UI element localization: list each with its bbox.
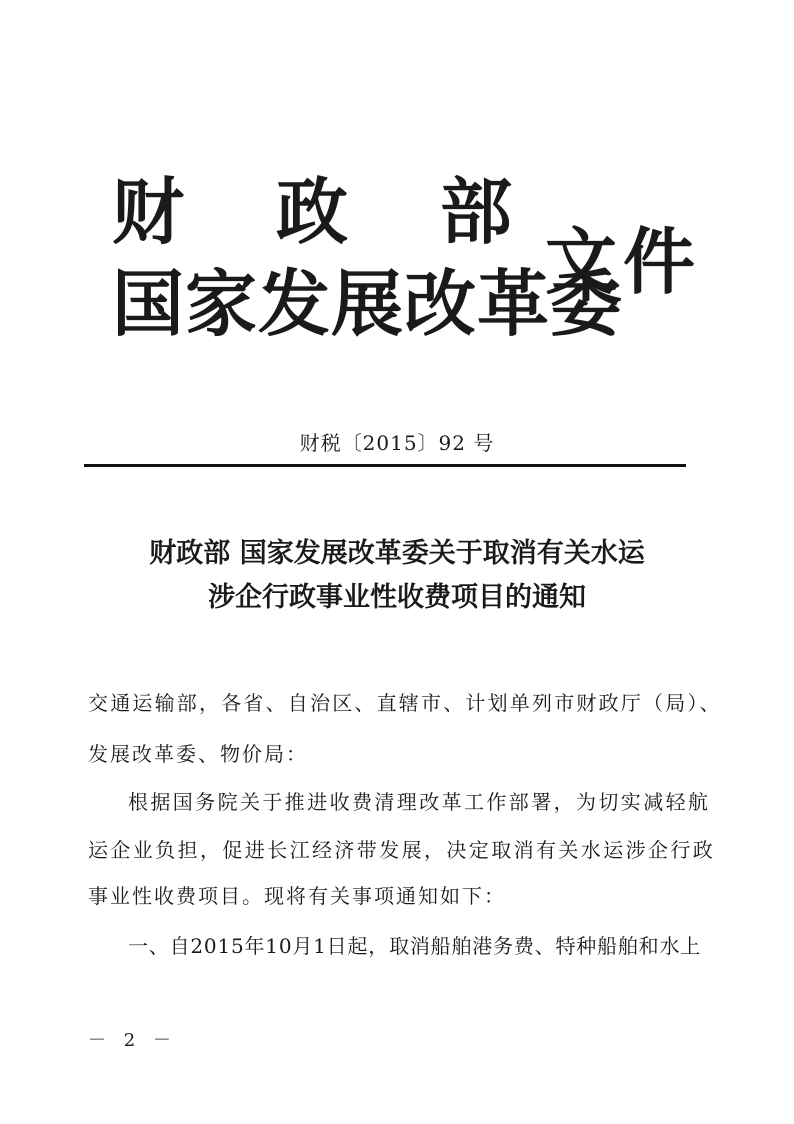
body-paragraph-line: 事业性收费项目。现将有关事项通知如下： (88, 884, 506, 908)
body-paragraph-line: 一、自2015年10月1日起，取消船舶港务费、特种船舶和水上 (128, 934, 702, 958)
issuer-line-2: 国家发展改革委 (112, 262, 624, 346)
document-number: 财税〔2015〕92 号 (299, 431, 495, 455)
header-divider (84, 464, 686, 467)
recipients-line-1: 交通运输部，各省、自治区、直辖市、计划单列市财政厅（局）、 (88, 691, 722, 715)
document-type-label: 文件 (545, 220, 702, 304)
page-number: － 2 － (88, 1030, 177, 1051)
notice-title-line-1: 财政部 国家发展改革委关于取消有关水运 (149, 538, 645, 569)
notice-title-line-2: 涉企行政事业性收费项目的通知 (208, 582, 586, 613)
recipients-line-2: 发展改革委、物价局： (88, 742, 308, 766)
body-paragraph-line: 根据国务院关于推进收费清理改革工作部署，为切实减轻航 (128, 790, 711, 814)
body-paragraph-line: 运企业负担，促进长江经济带发展，决定取消有关水运涉企行政 (88, 838, 716, 862)
issuer-line-1: 财 政 部 (112, 170, 512, 254)
